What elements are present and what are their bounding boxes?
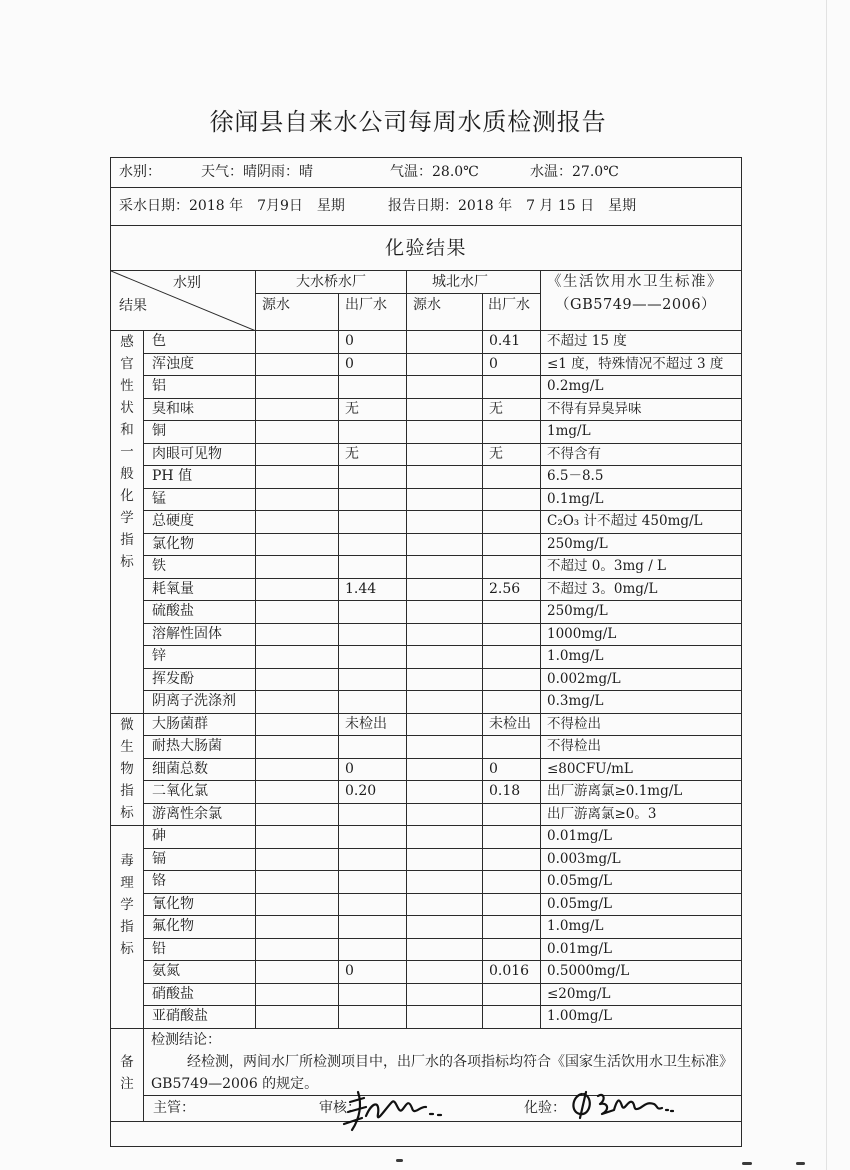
plant2-finished-value: 0.18 [483, 781, 541, 804]
air-temperature: 气温：28.0℃ [390, 164, 479, 180]
conclusion-standard: GB5749—2006 的规定。 [151, 1075, 319, 1092]
standard-limit: 0.01mg/L [541, 826, 742, 849]
plant1-raw-value [256, 534, 339, 557]
conclusion-label: 检测结论： [151, 1031, 221, 1048]
standard-limit: 0.002mg/L [541, 669, 742, 692]
date-info-row [111, 188, 742, 226]
standard-limit: 不超过 3。0mg/L [541, 579, 742, 602]
item-name: PH 值 [144, 466, 256, 489]
plant1-finished-value [339, 826, 407, 849]
result-header: 结果 [119, 298, 147, 314]
plant2-finished-value [483, 421, 541, 444]
plant1-raw-value [256, 399, 339, 422]
plant1-finished-value [339, 849, 407, 872]
plant2-finished-value: 无 [483, 399, 541, 422]
plant2-finished-value [483, 1006, 541, 1029]
water-type-label: 水别： [119, 164, 161, 180]
plant1-raw-value [256, 466, 339, 489]
plant2-finished-value [483, 376, 541, 399]
plant1-raw-value [256, 894, 339, 917]
plant1-finished-value [339, 984, 407, 1007]
plant2-raw-value [407, 759, 483, 782]
plant2-raw-value [407, 399, 483, 422]
supervisor-label: 主管： [153, 1099, 195, 1116]
plant2-finished-value [483, 849, 541, 872]
plant1-raw-value [256, 826, 339, 849]
plant2-raw-value [407, 736, 483, 759]
plant2-finished-value [483, 916, 541, 939]
plant2-raw-value [407, 669, 483, 692]
plant2-finished-value [483, 489, 541, 512]
plant2-finished-value [483, 601, 541, 624]
plant1-raw-value [256, 669, 339, 692]
item-name: 锌 [144, 646, 256, 669]
standard-limit: 不超过 15 度 [541, 331, 742, 354]
standard-header [541, 271, 742, 331]
plant1-raw-value [256, 556, 339, 579]
item-name: 氯化物 [144, 534, 256, 557]
standard-limit: 1.0mg/L [541, 646, 742, 669]
plant1-raw-value [256, 691, 339, 714]
plant1-finished-value: 0 [339, 961, 407, 984]
item-name: 氨氮 [144, 961, 256, 984]
plant1-raw-value [256, 1006, 339, 1029]
plant2-raw-value [407, 534, 483, 557]
plant2-finished-value [483, 466, 541, 489]
plant2-raw-value [407, 826, 483, 849]
plant2-finished-value [483, 984, 541, 1007]
plant2-raw-value [407, 354, 483, 377]
plant1-finished-value: 0 [339, 759, 407, 782]
report-table [110, 157, 742, 1147]
standard-limit: 1.0mg/L [541, 916, 742, 939]
weather-info-row [111, 158, 742, 188]
plant2-raw-value [407, 331, 483, 354]
plant1-raw-value [256, 781, 339, 804]
plant2-finished-value [483, 826, 541, 849]
plant1-raw-value [256, 376, 339, 399]
plant1-raw-value [256, 961, 339, 984]
conclusion-text: 经检测，两间水厂所检测项目中，出厂水的各项指标均符合《国家生活饮用水卫生标准》 [187, 1053, 733, 1070]
standard-limit: 不得含有 [541, 444, 742, 467]
item-name: 镉 [144, 849, 256, 872]
item-name: 硫酸盐 [144, 601, 256, 624]
item-name: 臭和味 [144, 399, 256, 422]
plant1-raw-value [256, 444, 339, 467]
standard-limit: 不得检出 [541, 714, 742, 737]
reviewer-label: 审核： [319, 1099, 361, 1116]
plant2-finished-header: 出厂水 [483, 294, 541, 331]
plant1-finished-value [339, 916, 407, 939]
plant1-finished-value [339, 511, 407, 534]
plant1-header: 大水桥水厂 [256, 271, 407, 294]
plant2-raw-value [407, 556, 483, 579]
standard-limit: 0.3mg/L [541, 691, 742, 714]
plant1-raw-value [256, 354, 339, 377]
item-name: 铬 [144, 871, 256, 894]
diagonal-header-cell [111, 271, 256, 331]
plant2-raw-value [407, 646, 483, 669]
plant1-raw-value [256, 421, 339, 444]
plant1-finished-value [339, 646, 407, 669]
plant1-raw-value [256, 511, 339, 534]
plant2-raw-value [407, 421, 483, 444]
category-label: 毒理学指标 [111, 826, 144, 1029]
item-name: 游离性余氯 [144, 804, 256, 827]
plant1-finished-value [339, 894, 407, 917]
item-name: 耐热大肠菌 [144, 736, 256, 759]
plant2-raw-value [407, 894, 483, 917]
plant2-raw-value [407, 871, 483, 894]
sample-date: 采水日期：2018 年 7月9日 星期 [119, 198, 345, 214]
plant2-finished-value [483, 804, 541, 827]
plant1-finished-value [339, 736, 407, 759]
plant1-finished-value [339, 871, 407, 894]
standard-limit: 0.05mg/L [541, 871, 742, 894]
item-name: 氰化物 [144, 894, 256, 917]
plant2-raw-value [407, 624, 483, 647]
standard-limit: 0.1mg/L [541, 489, 742, 512]
plant1-finished-value: 0 [339, 354, 407, 377]
plant2-raw-value [407, 579, 483, 602]
plant2-finished-value [483, 624, 541, 647]
standard-limit: 1mg/L [541, 421, 742, 444]
plant1-finished-value [339, 376, 407, 399]
plant2-finished-value [483, 894, 541, 917]
plant1-raw-value [256, 646, 339, 669]
standard-limit: ≤80CFU/mL [541, 759, 742, 782]
standard-limit: 0.003mg/L [541, 849, 742, 872]
plant2-raw-value [407, 961, 483, 984]
standard-title: 《生活饮用水卫生标准》 [547, 274, 723, 290]
plant2-finished-value [483, 511, 541, 534]
plant1-raw-header: 源水 [256, 294, 339, 331]
paper-edge [826, 0, 827, 1170]
plant2-raw-value [407, 849, 483, 872]
item-name: 锰 [144, 489, 256, 512]
standard-limit: 6.5－8.5 [541, 466, 742, 489]
report-title: 徐闻县自来水公司每周水质检测报告 [209, 108, 607, 136]
standard-limit: ≤20mg/L [541, 984, 742, 1007]
plant2-finished-value: 未检出 [483, 714, 541, 737]
item-name: 铁 [144, 556, 256, 579]
standard-limit: C₂O₃ 计不超过 450mg/L [541, 511, 742, 534]
item-name: 溶解性固体 [144, 624, 256, 647]
plant1-raw-value [256, 331, 339, 354]
item-name: 铜 [144, 421, 256, 444]
item-name: 肉眼可见物 [144, 444, 256, 467]
plant2-raw-value [407, 691, 483, 714]
plant2-finished-value [483, 691, 541, 714]
plant2-finished-value: 0.016 [483, 961, 541, 984]
plant1-finished-value: 未检出 [339, 714, 407, 737]
water-type-header: 水别 [173, 275, 201, 291]
item-name: 二氧化氯 [144, 781, 256, 804]
plant1-finished-value [339, 421, 407, 444]
item-name: 总硬度 [144, 511, 256, 534]
plant2-finished-value: 0 [483, 354, 541, 377]
plant2-raw-value [407, 714, 483, 737]
standard-limit: 250mg/L [541, 534, 742, 557]
plant2-raw-value [407, 444, 483, 467]
plant2-finished-value: 0 [483, 759, 541, 782]
plant2-finished-value [483, 871, 541, 894]
standard-limit: 250mg/L [541, 601, 742, 624]
plant2-raw-value [407, 916, 483, 939]
plant1-finished-value [339, 556, 407, 579]
plant1-finished-header: 出厂水 [339, 294, 407, 331]
item-name: 大肠菌群 [144, 714, 256, 737]
plant1-finished-value: 无 [339, 444, 407, 467]
standard-limit: 出厂游离氯≥0。3 [541, 804, 742, 827]
plant2-raw-value [407, 984, 483, 1007]
plant2-raw-header: 源水 [407, 294, 483, 331]
plant2-finished-value: 无 [483, 444, 541, 467]
plant1-finished-value [339, 466, 407, 489]
report-date: 报告日期：2018 年 7 月 15 日 星期 [388, 198, 637, 214]
plant1-finished-value [339, 601, 407, 624]
plant2-raw-value [407, 804, 483, 827]
plant1-raw-value [256, 804, 339, 827]
plant1-raw-value [256, 871, 339, 894]
standard-limit: 不超过 0。3mg / L [541, 556, 742, 579]
item-name: 硝酸盐 [144, 984, 256, 1007]
plant1-finished-value [339, 489, 407, 512]
standard-limit: 出厂游离氯≥0.1mg/L [541, 781, 742, 804]
item-name: 铅 [144, 939, 256, 962]
standard-limit: 0.05mg/L [541, 894, 742, 917]
plant2-raw-value [407, 466, 483, 489]
item-name: 耗氧量 [144, 579, 256, 602]
scan-mark [742, 1162, 752, 1165]
standard-limit: 1000mg/L [541, 624, 742, 647]
standard-limit: 不得检出 [541, 736, 742, 759]
item-name: 浑浊度 [144, 354, 256, 377]
plant1-raw-value [256, 916, 339, 939]
plant1-raw-value [256, 736, 339, 759]
item-name: 挥发酚 [144, 669, 256, 692]
category-label: 感官性状和一般化学指标 [111, 331, 144, 714]
plant1-finished-value [339, 669, 407, 692]
standard-limit: 0.2mg/L [541, 376, 742, 399]
item-name: 阴离子洗涤剂 [144, 691, 256, 714]
plant2-finished-value [483, 534, 541, 557]
item-name: 色 [144, 331, 256, 354]
plant1-finished-value: 1.44 [339, 579, 407, 602]
plant2-finished-value [483, 556, 541, 579]
standard-limit: 1.00mg/L [541, 1006, 742, 1029]
standard-limit: ≤1 度，特殊情况不超过 3 度 [541, 354, 742, 377]
item-name: 细菌总数 [144, 759, 256, 782]
plant1-raw-value [256, 759, 339, 782]
item-name: 亚硝酸盐 [144, 1006, 256, 1029]
plant1-finished-value [339, 1006, 407, 1029]
item-name: 氟化物 [144, 916, 256, 939]
plant1-raw-value [256, 624, 339, 647]
plant2-raw-value [407, 511, 483, 534]
plant1-finished-value [339, 691, 407, 714]
plant1-raw-value [256, 601, 339, 624]
plant2-finished-value: 0.41 [483, 331, 541, 354]
plant1-raw-value [256, 984, 339, 1007]
tester-signature [568, 1088, 674, 1122]
water-temperature: 水温：27.0℃ [530, 164, 619, 180]
plant1-raw-value [256, 939, 339, 962]
item-name: 铝 [144, 376, 256, 399]
standard-limit: 不得有异臭异味 [541, 399, 742, 422]
scan-mark [396, 1159, 403, 1162]
plant1-finished-value [339, 624, 407, 647]
plant1-finished-value: 无 [339, 399, 407, 422]
standard-code: （GB5749——2006） [555, 297, 717, 313]
plant2-finished-value [483, 939, 541, 962]
plant2-header: 城北水厂 [407, 271, 541, 294]
reviewer-signature [342, 1086, 446, 1132]
plant1-raw-value [256, 579, 339, 602]
scan-mark [796, 1162, 805, 1165]
remarks-label: 备注 [111, 1029, 144, 1122]
plant2-finished-value: 2.56 [483, 579, 541, 602]
plant2-raw-value [407, 376, 483, 399]
plant1-raw-value [256, 714, 339, 737]
standard-limit: 0.01mg/L [541, 939, 742, 962]
plant2-raw-value [407, 939, 483, 962]
plant2-raw-value [407, 781, 483, 804]
tester-label: 化验： [524, 1099, 566, 1116]
plant2-raw-value [407, 489, 483, 512]
plant1-finished-value [339, 534, 407, 557]
standard-limit: 0.5000mg/L [541, 961, 742, 984]
plant2-raw-value [407, 601, 483, 624]
section-title: 化验结果 [111, 226, 742, 271]
plant1-raw-value [256, 489, 339, 512]
plant1-raw-value [256, 849, 339, 872]
weather-text: 天气：晴阴雨：晴 [201, 164, 313, 180]
plant2-raw-value [407, 1006, 483, 1029]
plant1-finished-value [339, 804, 407, 827]
plant2-finished-value [483, 736, 541, 759]
plant2-finished-value [483, 646, 541, 669]
plant1-finished-value: 0.20 [339, 781, 407, 804]
category-label: 微生物指标 [111, 714, 144, 827]
plant1-finished-value [339, 939, 407, 962]
item-name: 砷 [144, 826, 256, 849]
plant2-finished-value [483, 669, 541, 692]
plant1-finished-value: 0 [339, 331, 407, 354]
